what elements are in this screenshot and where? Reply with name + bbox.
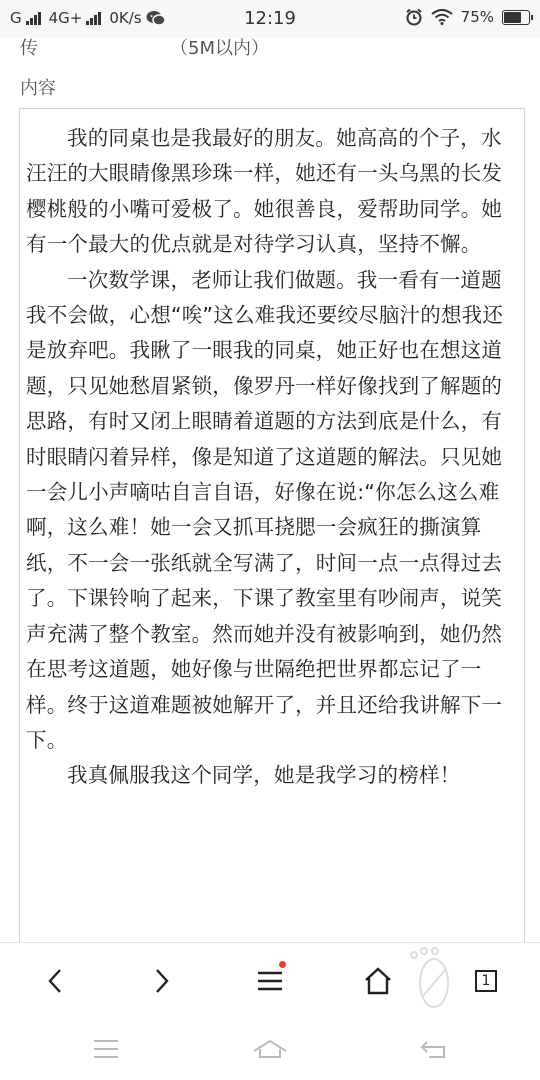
watermark-footprint-icon	[402, 947, 462, 1011]
tab-count: 1	[481, 973, 491, 989]
recent-apps-icon	[92, 1038, 120, 1060]
status-right	[405, 8, 530, 26]
status-bar	[0, 0, 540, 38]
back-nav-icon	[419, 1038, 449, 1060]
home-nav-icon	[252, 1037, 288, 1061]
file-upload-row	[20, 34, 269, 60]
network-type: 4G+	[48, 9, 83, 27]
content-paragraph: 我的同桌也是我最好的朋友。她高高的个子，水汪汪的大眼睛像黑珍珠一样，她还有一头乌黑的长发樱桃般的小嘴可爱极了。她很善良，爱帮助同学。她有一个最大的优点就是对待学习认真，坚持不懈。	[26, 126, 503, 257]
wifi-icon	[431, 9, 453, 25]
battery-fill	[504, 12, 521, 23]
forward-icon	[152, 967, 172, 995]
content-paragraph: 一次数学课，老师让我们做题。我一看有一道题我不会做，心想“唉”这么难我还要绞尽脑汁的想我还是放弃吧。我瞅了一眼我的同桌，她正好也在想这道题，只见她愁眉紧锁，像罗丹一样好像找到了解题的思路，有时又闭上眼睛着道题的方法到底是什么，有时眼睛闪着异样，像是知道了这道题的解法。只见她一会儿小声嘀咕自言自语，好像在说:“你怎么这么难啊，这么难！她一会又抓耳挠腮一会疯狂的撕演算纸，不一会一张纸就全写满了，时间一点一点得过去了。下课铃响了起来，下课了教室里有吵闹声，说笑声充满了整个教室。然而她并没有被影响到，她仍然在思考这道题，她好像与世隔绝把世界都忘记了一样。终于这道难题被她解开了，并且还给我讲解下一下。	[26, 267, 504, 752]
home-button[interactable]	[356, 959, 400, 1003]
menu-button[interactable]	[248, 959, 292, 1003]
content-paragraph: 我真佩服我这个同学，她是我学习的榜样！	[67, 763, 461, 788]
clock: 12:19	[244, 8, 296, 29]
carrier-label: G	[10, 9, 22, 27]
home-icon	[363, 967, 393, 995]
battery-percent: 75%	[460, 8, 494, 26]
menu-icon	[256, 969, 284, 993]
home-nav-button[interactable]	[248, 1032, 292, 1066]
file-label: 传	[20, 38, 38, 59]
system-nav-bar	[0, 1018, 540, 1080]
back-nav-button[interactable]	[412, 1032, 456, 1066]
tabs-button[interactable]	[464, 959, 508, 1003]
content-textarea[interactable]	[19, 108, 525, 948]
network-speed: 0K/s	[109, 9, 142, 27]
alarm-icon	[405, 8, 423, 26]
browser-toolbar	[0, 942, 540, 1018]
battery-icon	[502, 10, 530, 25]
forward-button[interactable]	[140, 959, 184, 1003]
recent-apps-button[interactable]	[84, 1032, 128, 1066]
size-hint: （5M以内）	[170, 38, 269, 59]
notification-dot	[279, 961, 286, 968]
content-label: 内容	[20, 78, 56, 99]
back-button[interactable]	[33, 959, 77, 1003]
back-icon	[45, 967, 65, 995]
